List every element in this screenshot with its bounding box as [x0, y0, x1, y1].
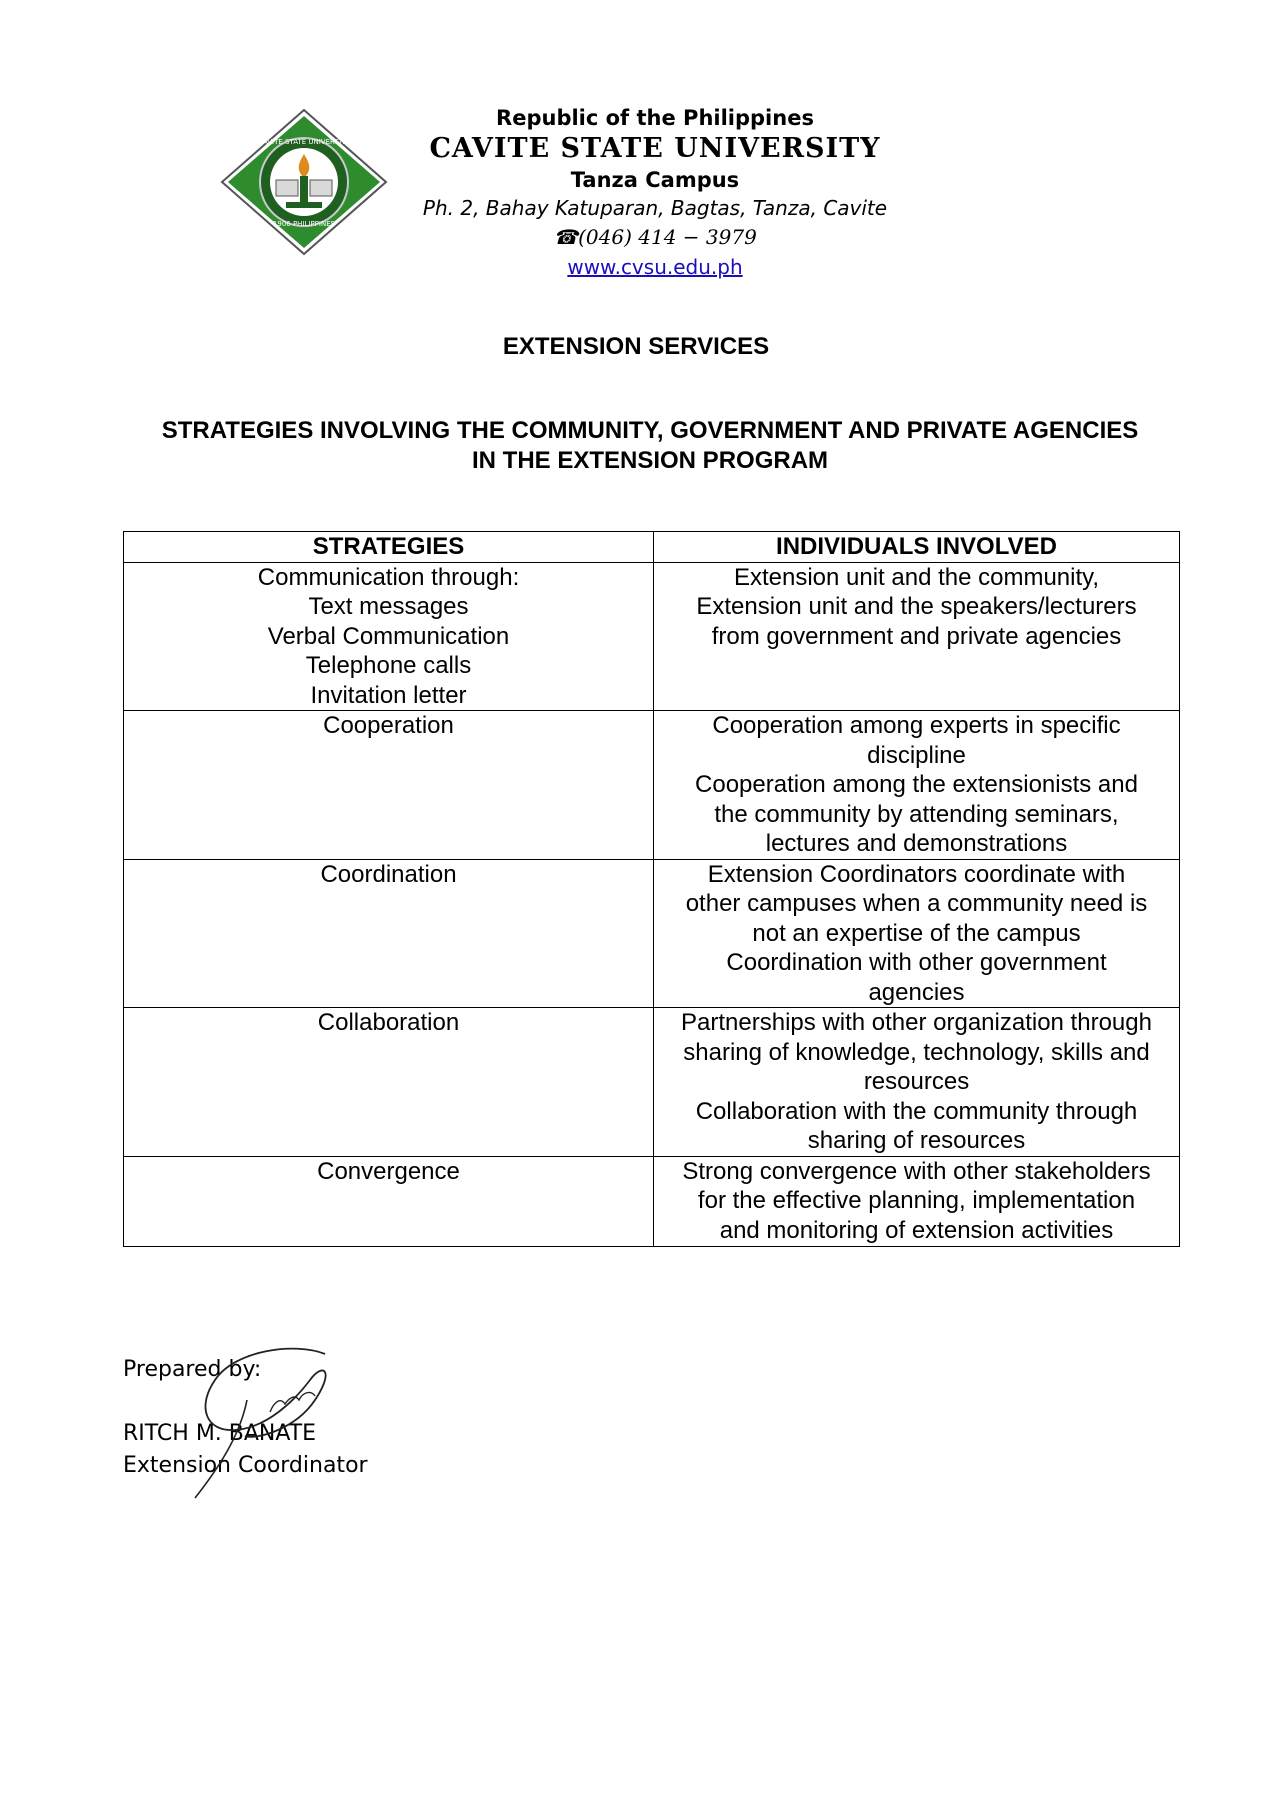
prepared-by-label: Prepared by: [123, 1357, 262, 1382]
individuals-cell [654, 562, 1180, 711]
signature-icon [175, 1340, 345, 1500]
table-row [124, 859, 1180, 1008]
individuals-cell [654, 1008, 1180, 1157]
cell-line: agencies [868, 978, 965, 1006]
signatory-name: RITCH M. BANATE [123, 1421, 317, 1446]
campus-address: Ph. 2, Bahay Katuparan, Bagtas, Tanza, Cavite [422, 196, 888, 220]
cell-line: Cooperation among the extensionists and [695, 771, 1138, 798]
cell-line: Telephone calls [305, 652, 472, 679]
cell-line: Collaboration with the community through [695, 1097, 1138, 1125]
individuals-cell [654, 859, 1180, 1008]
svg-text:1906 PHILIPPINES: 1906 PHILIPPINES [272, 220, 336, 228]
table-row [124, 711, 1180, 860]
cell-line: Coordination with other government [726, 949, 1107, 976]
cell-line: Partnerships with other organization through [681, 1009, 1152, 1036]
individuals-cell [654, 1156, 1180, 1246]
cell-line: Strong convergence with other stakeholders [682, 1157, 1151, 1185]
strategy-cell [124, 1156, 654, 1246]
section-title: EXTENSION SERVICES [502, 333, 770, 360]
cell-line: Collaboration [317, 1009, 460, 1036]
cell-line: sharing of knowledge, technology, skills and [683, 1038, 1150, 1066]
document-subtitle [115, 416, 1185, 476]
individuals-cell [654, 711, 1180, 860]
phone-number: ☎(046) 414 − 3979 [553, 225, 757, 249]
cell-line: Text messages [308, 593, 469, 620]
cell-line: for the effective planning, implementation [697, 1187, 1136, 1214]
svg-text:CAVITE STATE UNIVERSITY: CAVITE STATE UNIVERSITY [258, 138, 350, 146]
cell-line: sharing of resources [807, 1127, 1026, 1154]
cell-line: Coordination [320, 860, 457, 888]
subtitle-line-2: IN THE EXTENSION PROGRAM [471, 447, 829, 474]
university-logo [220, 108, 388, 256]
table-row [124, 1008, 1180, 1157]
table-row [124, 562, 1180, 711]
cell-line: other campuses when a community need is [685, 890, 1148, 917]
cell-line: the community by attending seminars, [714, 800, 1119, 828]
cell-line: Convergence [317, 1157, 460, 1185]
republic-line: Republic of the Philippines [496, 106, 814, 130]
website-link[interactable]: www.cvsu.edu.ph [567, 255, 743, 279]
cell-line: Extension Coordinators coordinate with [707, 860, 1126, 888]
header-strategies: STRATEGIES [124, 532, 654, 563]
campus-name: Tanza Campus [570, 168, 740, 192]
strategy-cell [124, 859, 654, 1008]
signatory-role: Extension Coordinator [123, 1453, 368, 1478]
cell-line: Extension unit and the community, [733, 563, 1100, 591]
cell-line: Invitation letter [310, 681, 467, 709]
cell-line: Cooperation [323, 712, 454, 739]
cell-line: not an expertise of the campus [752, 919, 1081, 947]
strategy-cell [124, 711, 654, 860]
cell-line: discipline [867, 741, 966, 769]
strategies-table [123, 531, 1180, 1247]
subtitle-line-1: STRATEGIES INVOLVING THE COMMUNITY, GOVERNMENT AND PRIVATE AGENCIES [161, 417, 1139, 444]
strategy-cell [124, 562, 654, 711]
cell-line: Verbal Communication [267, 622, 510, 650]
cell-line: Extension unit and the speakers/lecturers [696, 593, 1137, 620]
cell-line: resources [863, 1068, 970, 1095]
header-individuals: INDIVIDUALS INVOLVED [654, 532, 1180, 563]
cell-line: and monitoring of extension activities [719, 1216, 1114, 1244]
cell-line: Cooperation among experts in specific [712, 712, 1121, 739]
cell-line: lectures and demonstrations [765, 830, 1068, 857]
university-name: CAVITE STATE UNIVERSITY [429, 133, 881, 164]
cell-line: Communication through: [257, 563, 520, 591]
table-row [124, 1156, 1180, 1246]
cell-line: from government and private agencies [711, 622, 1122, 650]
letterhead [380, 104, 930, 282]
table-header-row [124, 532, 1180, 563]
strategy-cell [124, 1008, 654, 1157]
